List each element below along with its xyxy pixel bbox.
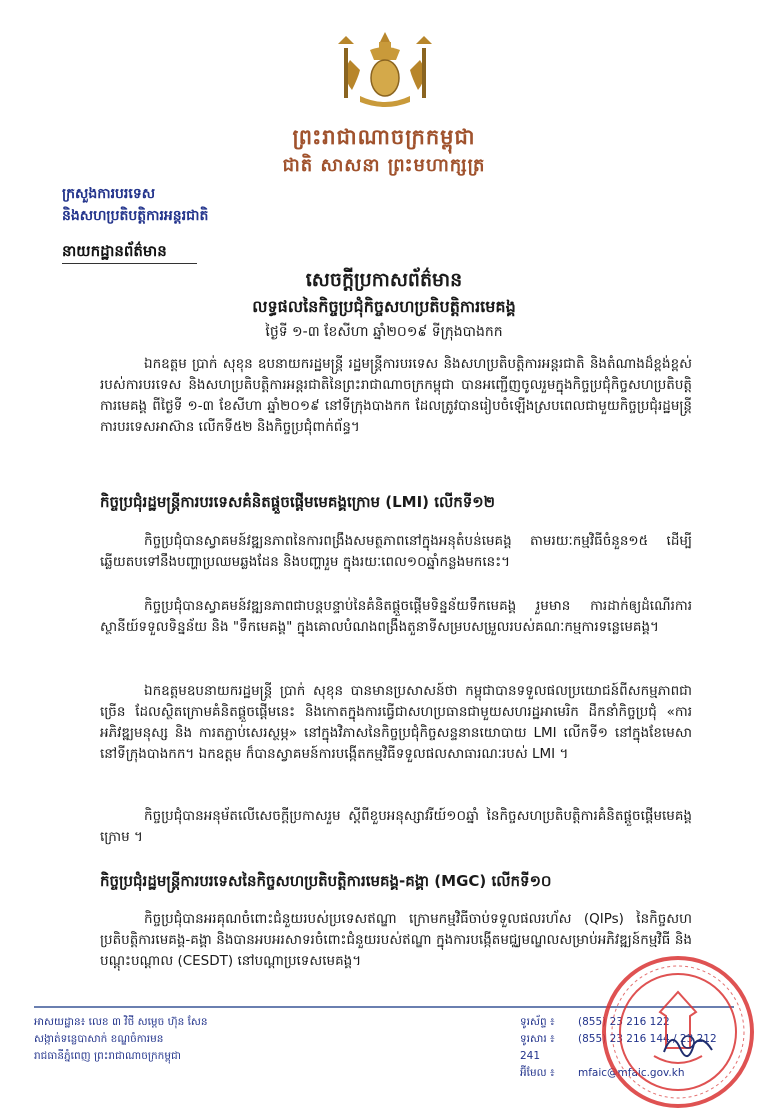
kingdom-title: ព្រះរាជាណាចក្រកម្ពុជា [292, 124, 476, 149]
department-underline [62, 263, 197, 264]
ministry-name-line1: ក្រសួងការបរទេស [62, 186, 156, 202]
footer-address [34, 1014, 394, 1065]
signature-icon [658, 1024, 718, 1064]
address-line1: អាសយដ្ឋាន៖ លេខ ៣ វិថី សម្តេច ហ៊ុន សែន [34, 1016, 208, 1028]
fax-label: ទូរសារ ៖ [520, 1033, 555, 1045]
section-heading-lmi: កិច្ចប្រជុំរដ្ឋមន្ត្រីការបរទេសគំនិតផ្តួចផ្តើមមេគង្គក្រោម (LMI) លើកទី១២ [100, 493, 496, 511]
tel-label: ទូរស័ព្ទ ៖ [520, 1016, 555, 1028]
ministry-name-line2: និងសហប្រតិបត្តិការអន្តរជាតិ [62, 208, 209, 224]
email-value[interactable]: mfaic@mfaic.gov.kh [578, 1067, 685, 1079]
press-release-subtitle: លទ្ធផលនៃកិច្ចប្រជុំកិច្ចសហប្រតិបត្តិការមេគង្គ [252, 297, 516, 316]
kingdom-motto: ជាតិ សាសនា ព្រះមហាក្សត្រ [282, 155, 486, 176]
press-release-date: ថ្ងៃទី ១-៣ ខែសីហា ឆ្នាំ២០១៩ ទីក្រុងបាងកក [265, 324, 503, 340]
royal-coat-of-arms-icon [330, 30, 440, 110]
paragraph-lmi-water-data: កិច្ចប្រជុំបានស្វាគមន៍វឌ្ឍនភាពជាបន្តបន្ទាប់នៃគំនិតផ្តួចផ្តើមទិន្នន័យទឹកមេគង្គ រួមមាន ការដាក់ឲ្យដំណើរការស្ថានីយ៍ទទួលទិន្នន័យ និង "ទឹកមេគង្គ" ក្នុងគោលបំណងពង្រឹងតួនាទីសម្របសម្រួលរបស់គណៈកម្មការទន្លេមេគង្គ។ [100, 598, 692, 635]
paragraph-lmi-joint-statement: កិច្ចប្រជុំបានអនុម័តលើសេចក្តីប្រកាសរួម ស្តីពីខួបអនុស្សាវរីយ៍១០ឆ្នាំ នៃកិច្ចសហប្រតិបត្តិការគំនិតផ្តួចផ្តើមមេគង្គក្រោម ។ [100, 808, 692, 845]
address-line3: រាជធានីភ្នំពេញ ព្រះរាជាណាចក្រកម្ពុជា [34, 1050, 181, 1062]
section-heading-mgc: កិច្ចប្រជុំរដ្ឋមន្ត្រីការបរទេសនៃកិច្ចសហប្រតិបត្តិការមេគង្គ-គង្គា (MGC) លើកទី១០ [100, 872, 552, 890]
department-name: នាយកដ្ឋានព័ត៌មាន [62, 242, 167, 260]
paragraph-intro: ឯកឧត្តម ប្រាក់ សុខុន ឧបនាយករដ្ឋមន្ត្រី រដ្ឋមន្ត្រីការបរទេស និងសហប្រតិបត្តិការអន្តរជាតិ និងតំណាងដ៏ខ្ពង់ខ្ពស់របស់ការបរទេស និងសហប្រតិបត្តិការអន្តរជាតិនៃព្រះរាជាណាចក្រកម្ពុជា បានអញ្ជើញចូលរួមក្នុងកិច្ចប្រជុំកិច្ចសហប្រតិបត្តិការមេគង្គ ពីថ្ងៃទី ១-៣ ខែសីហា ឆ្នាំ២០១៩ នៅទីក្រុងបាងកក ដែលត្រូវបានរៀបចំឡើងស្របពេលជាមួយកិច្ចប្រជុំរដ្ឋមន្ត្រីការបរទេសអាស៊ាន លើកទី៥២ និងកិច្ចប្រជុំពាក់ព័ន្ធ។ [100, 356, 692, 435]
fax-value: (855) 23 216 144 / 23 212 241 [520, 1033, 717, 1062]
paragraph-lmi-capacity: កិច្ចប្រជុំបានស្វាគមន៍វឌ្ឍនភាពនៃការពង្រឹងសមត្ថភាពនៅក្នុងអនុតំបន់មេគង្គ តាមរយៈកម្មវិធីចំនួន១៥ ដើម្បីឆ្លើយតបទៅនឹងបញ្ហាប្រឈមឆ្លងដែន និងបញ្ហារួម ក្នុងរយៈពេល១០ឆ្នាំកន្លងមកនេះ។ [100, 533, 692, 570]
email-label: អ៊ីមែល ៖ [520, 1067, 555, 1079]
address-line2: សង្កាត់ទន្លេបាសាក់ ខណ្ឌចំការមន [34, 1033, 164, 1045]
tel-value: (855) 23 216 122 [578, 1016, 670, 1028]
paragraph-lmi-remarks: ឯកឧត្តមឧបនាយករដ្ឋមន្ត្រី ប្រាក់ សុខុន បានមានប្រសាសន៍ថា កម្ពុជាបានទទួលផលប្រយោជន៍ពីសកម្មភាពជាច្រើន ដែលស្ថិតក្រោមគំនិតផ្តួចផ្តើមនេះ និងកោតក្នុងការធ្វើជាសហប្រធានជាមួយសហរដ្ឋអាមេរិក ដឹកនាំកិច្ចប្រជុំ «ការអភិវឌ្ឍមនុស្ស និង ការតភ្ជាប់សេរស្ថម្ភ» នៅក្នុងវិភាសនៃកិច្ចប្រជុំកិច្ចសន្ទនានយោបាយ LMI លើកទី១ នៅក្នុងខែមេសា នៅទីក្រុងបាងកក។ ឯកឧត្តម ក៏បានស្វាគមន៍ការបង្កើតកម្មវិធីទទួលផលសាធារណៈរបស់ LMI ។ [100, 683, 692, 762]
paragraph-mgc: កិច្ចប្រជុំបានអរគុណចំពោះជំនួយរបស់ប្រទេសឥណ្ឌា ក្រោមកម្មវិធីចាប់ទទួលផលរហ័ស (QIPs) នៃកិច្ចសហប្រតិបត្តិការមេគង្គ-គង្គា និងបានអបអរសាទរចំពោះជំនួយរបស់ឥណ្ឌា ក្នុងការបង្កើតមជ្ឈមណ្ឌលសម្រាប់អភិវឌ្ឍន៍កម្មវិធី និងបណ្តុះបណ្តាល (CESDT) នៅបណ្តាប្រទេសមេគង្គ។ [100, 911, 692, 969]
press-release-title: សេចក្តីប្រកាសព័ត៌មាន [305, 269, 463, 291]
